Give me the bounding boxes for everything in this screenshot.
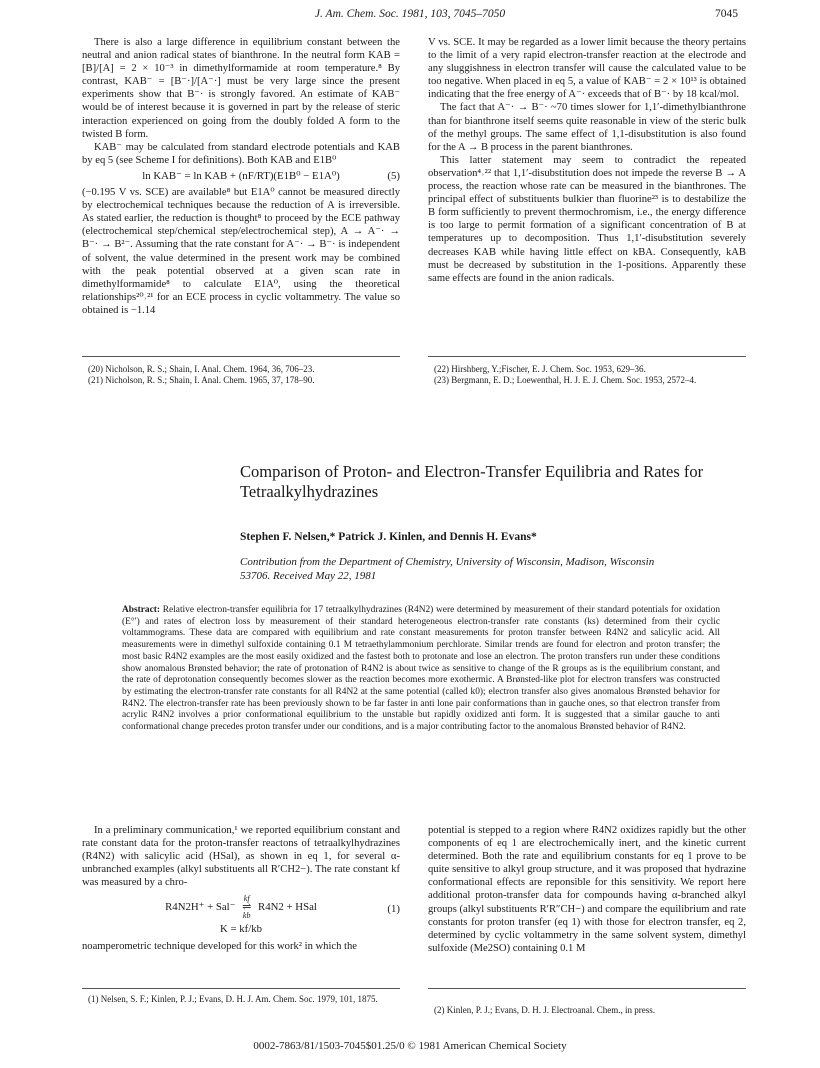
abstract [122,605,720,734]
equation-number: (1) [387,903,400,916]
footnote-rule [82,988,400,989]
footnote-21: (21) Nicholson, R. S.; Shain, I. Anal. Chem. 1965, 37, 178–90. [88,375,315,385]
abstract-text: Relative electron-transfer equilibria for 17 tetraalkylhydrazines (R4N2) were determined by measurement of their standard potentials for oxidation (E°′) and rates of electron loss by measurement of their standard heterogeneous electron-transfer rate constants (ks) determined from their cyclic voltammograms. These data are compared with equilibrium and rate constant measurements for proton transfer between R4N2 and salicylic acid. All measurements were in dimethyl sulfoxide containing 0.1 M tetraethylammonium perchlorate. Similar trends are found for electron and proton transfer; the most basic R4N2 examples are the most easily oxidized and the fastest both to protonate and lose an electron. The proton transfers run under these conditions show anomalous Brønsted behavior; the rate of protonation of R4N2 is about twice as sensitive to change of the R groups as is the equilibrium constant, and the rate of deprotonation consequently becomes slower as the reaction becomes more exothermic. A Brønsted-like plot for electron transfers was constructed by estimating the electron-transfer rate constants for all R4N2 at the same potential (called k0); electron transfer also gives anomalous Brønsted behavior for R4N2. The electron-transfer rate has been previously shown to be far faster in anti lone pair conformations than in gauche ones, so that electron transfer from acrylic R4N2 involves a prior conformational equilibrium to the unstable but rapidly oxidized anti form. It is suggested that a similar gauche to anti conformational change precedes proton transfer under our conditions, and is a major contributing factor to the anomalous Brønsted behavior of R4N2. [122,605,721,733]
equation-number: (5) [387,169,400,182]
footnotes-left [88,364,400,386]
equation-right: R4N2 + HSal [258,901,317,914]
footnote-2: (2) Kinlen, P. J.; Evans, D. H. J. Electroanal. Chem., in press. [434,1005,655,1015]
running-header [82,8,738,24]
top-left-column [82,36,400,317]
footnote-20: (20) Nicholson, R. S.; Shain, I. Anal. Chem. 1964, 36, 706–23. [88,364,315,374]
arrow-glyph: ⇌ [242,901,252,914]
footnote-rule [428,356,746,357]
paragraph: noamperometric technique developed for this work² in which the [82,940,357,952]
copyright-footer: 0002-7863/81/1503-7045$01.25/0 © 1981 American Chemical Society [253,1040,567,1052]
footnote-1: (1) Nelsen, S. F.; Kinlen, P. J.; Evans, D. H. J. Am. Chem. Soc. 1979, 101, 1875. [88,994,378,1004]
paragraph: There is also a large difference in equilibrium constant between the neutral and anion radical states of bianthrone. In the neutral form KAB = [B]/[A] = 2 × 10⁻³ in dimethylformamide at room temperature.⁸ By contrast, KAB⁻ = [B⁻·]/[A⁻·] must be very large since the present experiments show that B⁻· is strongly favored. An estimate of KAB⁻ would be of interest because it is governed in part by the release of steric interaction experienced on going from the doubly folded A form to the twisted B form. [82,37,400,140]
paragraph: V vs. SCE. It may be regarded as a lower limit because the theory pertains to the limit of a very rapid electron-transfer reaction at the electrode and any sluggishness in electron transfer will cause the calculated value to be too negative. When placed in eq 5, a value of KAB⁻ = 2 × 10¹³ is obtained indicating that the free energy of A⁻· exceeds that of B⁻· by 18 kcal/mol. [428,37,746,101]
equation-1 [82,895,400,920]
footnote-rule [428,988,746,989]
bottom-right-column [428,824,746,955]
footnote-23: (23) Bergmann, E. D.; Loewenthal, H. J. E. J. Chem. Soc. 1953, 2572–4. [434,375,697,385]
abstract-label: Abstract: [122,605,161,615]
top-right-column [428,36,746,285]
footnotes-right [434,364,746,386]
page-number: 7045 [715,8,738,20]
bottom-left-column [82,824,400,953]
paragraph: KAB⁻ may be calculated from standard electrode potentials and KAB by eq 5 (see Scheme I for definitions). Both KAB and E1B⁰ [82,141,400,166]
paragraph: (−0.195 V vs. SCE) are available⁸ but E1A⁰ cannot be measured directly by electrochemical techniques because the reduction of A is irreversible. As stated earlier, the reduction is thought⁸ to proceed by the ECE pathway (electrochemical step/chemical step/electrochemical step), A → A⁻· → B⁻· → B²⁻. Assuming that the rate constant for A⁻· → B⁻· is independent of solvent, the value determined in the present work may be combined with the peak potential observed at a given scan rate in dimethylformamide⁸ to calculate E1A⁰, using the theoretical relationships²⁰˒²¹ for an ECE process in cyclic voltammetry. The value so obtained is −1.14 [82,187,400,316]
article-authors: Stephen F. Nelsen,* Patrick J. Kinlen, and Dennis H. Evans* [240,531,537,543]
journal-citation: J. Am. Chem. Soc. 1981, 103, 7045–7050 [314,8,506,20]
equation-5 [82,170,400,183]
footnote-22: (22) Hirshberg, Y.;Fischer, E. J. Chem. Soc. 1953, 629–36. [434,364,646,374]
paragraph: potential is stepped to a region where R4N2 oxidizes rapidly but the other components of eq 1 are electrochemically inert, and the kinetic current determined. Both the rate and equilibrium constants for eq 1 prove to be quite sensitive to alkyl group structure, and it was proposed that hydrazine conformational effects are reponsible for this sensitivity. We report here additional proton-transfer data for compounds having α-branched alkyl groups (alkyl substituents R′R″CH−) and compare the equilibrium and rate constants for proton transfer (eq 1) with those for electron transfer, eq 2, determined by cyclic voltammetry in the same solvent system, dimethyl sulfoxide (Me2SO) containing 0.1 M [428,825,746,954]
paragraph: This latter statement may seem to contradict the repeated observation⁴˒²² that 1,1′-disubstitution does not impede the reverse B → A process, the reaction whose rate can be measured in the bianthrones. The principal effect of substituents bulkier than fluorine²³ is to destabilize the B form sufficiently to prevent thermochromism, i.e., the energy difference is too large to permit formation of a significant concentration of B at temperatures up to decomposition. Thus 1,1′-disubstitution severely decreases KAB while having little effect on kBA. Consequently, kAB must be decreased by substitution in the 1-positions. Apparently these same effects are found in the anion radicals. [428,154,746,284]
paragraph: In a preliminary communication,¹ we reported equilibrium constant and rate constant data for the proton-transfer reactons of tetraalkylhydrazines (R4N2) with salicylic acid (HSal), as shown in eq 1, for several α-unbranched examples (alkyl substituents all R′CH2−). The rate constant kf was measured by a chro- [82,825,400,889]
equation-text: ln KAB⁻ = ln KAB + (nF/RT)(E1B⁰ − E1A⁰) [142,169,340,182]
arrow-label-back: kb [242,911,251,921]
equation-K: K = kf/kb [219,923,263,936]
article-affiliation: Contribution from the Department of Chemistry, University of Wisconsin, Madison, Wisconsin 53706. Received May 22, 1981 [240,556,655,582]
equation-left: R4N2H⁺ + Sal⁻ [165,901,236,914]
paragraph: The fact that A⁻· → B⁻· ~70 times slower for 1,1′-dimethylbianthrone than for bianthrone itself seems quite reasonable in view of the steric bulk of the methyl groups. The same effect of 1,1-disubstitution is also found for the A → B process in the parent bianthrones. [428,102,746,153]
footnote-rule [82,356,400,357]
arrow-label-forward: kf [243,894,250,904]
article-title: Comparison of Proton- and Electron-Transfer Equilibria and Rates for Tetraalkylhydrazines [240,462,704,501]
equilibrium-arrow [242,895,251,920]
